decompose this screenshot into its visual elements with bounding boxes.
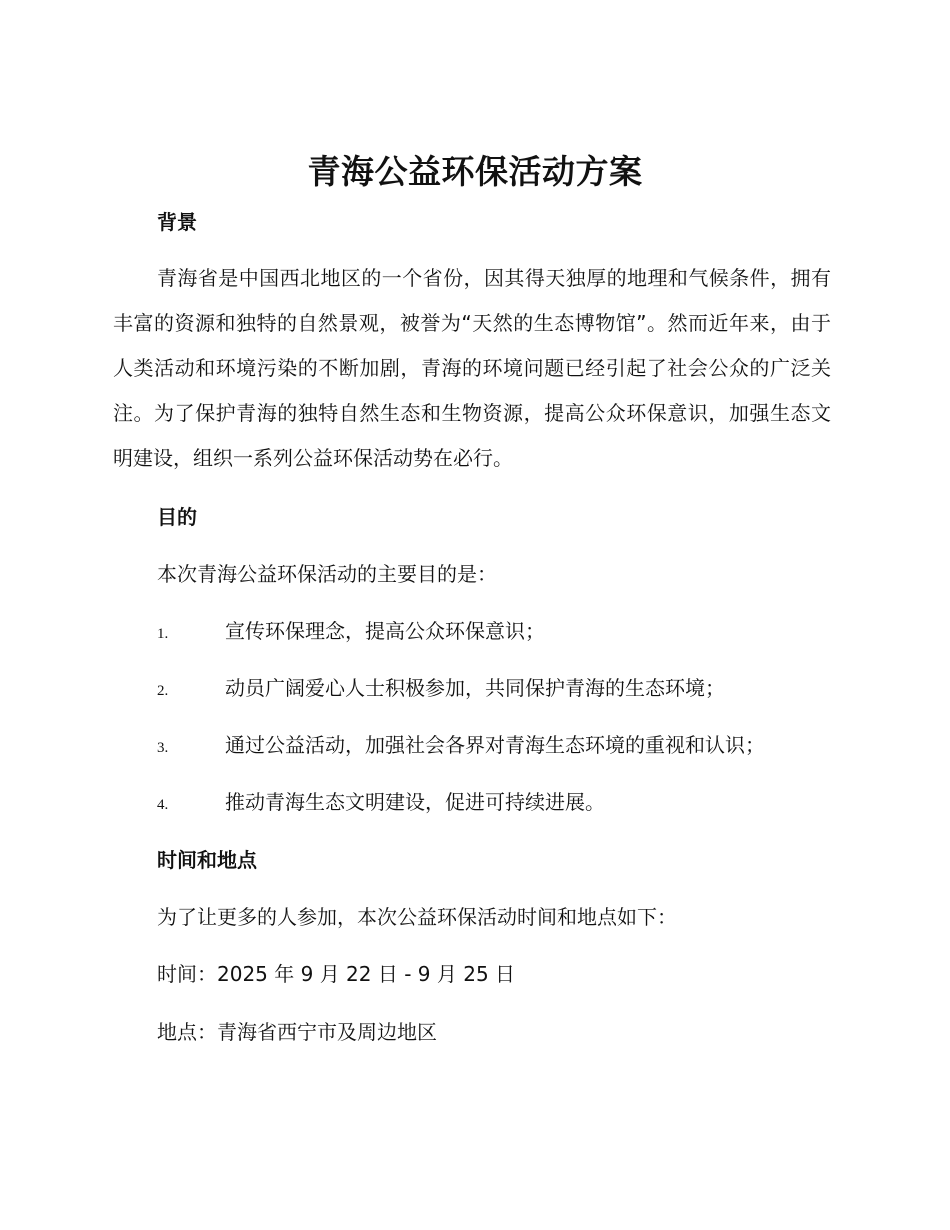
list-item-text: 通过公益活动，加强社会各界对青海生态环境的重视和认识； <box>225 733 765 757</box>
list-item-text: 推动青海生态文明建设，促进可持续进展。 <box>225 790 605 814</box>
list-item-text: 动员广阔爱心人士积极参加，共同保护青海的生态环境； <box>225 676 725 700</box>
time-place-intro: 为了让更多的人参加，本次公益环保活动时间和地点如下： <box>157 905 677 929</box>
list-item-number: 2. <box>157 683 169 699</box>
list-item-number: 4. <box>157 797 169 813</box>
section-heading-time-place: 时间和地点 <box>157 848 257 872</box>
purpose-intro: 本次青海公益环保活动的主要目的是： <box>157 562 497 586</box>
section-heading-purpose: 目的 <box>157 505 197 529</box>
list-item <box>157 674 725 705</box>
list-item-text: 宣传环保理念，提高公众环保意识； <box>225 619 545 643</box>
event-time: 时间：2025 年 9 月 22 日 - 9 月 25 日 <box>157 962 516 986</box>
event-place: 地点：青海省西宁市及周边地区 <box>157 1020 437 1044</box>
background-paragraph: 青海省是中国西北地区的一个省份，因其得天独厚的地理和气候条件，拥有丰富的资源和独特的自然景观，被誉为“天然的生态博物馆”。然而近年来，由于人类活动和环境污染的不断加剧，青海的环境问题已经引起了社会公众的广泛关注。为了保护青海的独特自然生态和生物资源，提高公众环保意识，加强生态文明建设，组织一系列公益环保活动势在必行。 <box>113 266 831 470</box>
section-heading-background: 背景 <box>157 210 197 234</box>
list-item-number: 1. <box>157 626 169 642</box>
list-item <box>157 731 765 762</box>
list-item <box>157 617 545 648</box>
document-title: 青海公益环保活动方案 <box>307 152 643 191</box>
list-item <box>157 788 605 819</box>
list-item-number: 3. <box>157 740 169 756</box>
